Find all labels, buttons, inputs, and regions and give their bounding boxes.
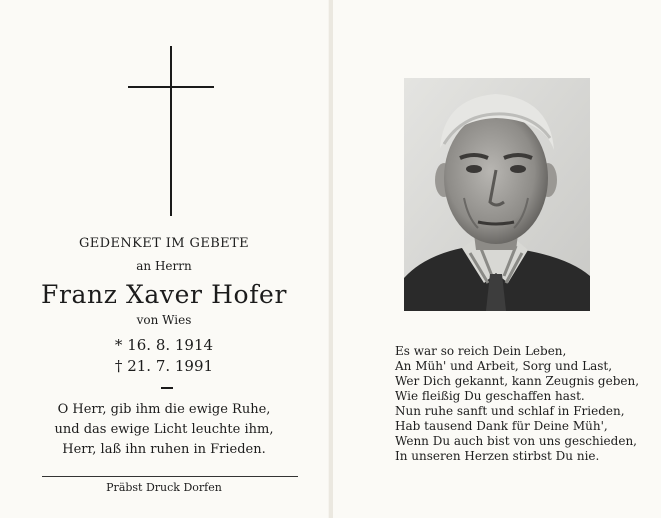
prayer-line: und das ewige Licht leuchte ihm, [54,422,274,437]
prayer-line: O Herr, gib ihm die ewige Ruhe, [57,402,271,417]
poem-line: Nun ruhe sanft und schlaf in Frieden, [395,404,625,418]
poem-line: Wer Dich gekannt, kann Zeugnis geben, [395,374,640,388]
poem-line: Wenn Du auch bist von uns geschieden, [395,434,637,448]
poem-line: Hab tausend Dank für Deine Müh', [395,419,608,433]
poem-line: Wie fleißig Du geschaffen hast. [395,389,585,403]
left-panel [0,0,328,518]
header-text: GEDENKET IM GEBETE [78,236,250,251]
birth-date: * 16. 8. 1914 [114,336,214,354]
cross-icon [128,46,214,216]
deceased-name: Franz Xaver Hofer [41,280,287,309]
separator-dash [161,387,173,389]
divider-line [42,476,298,477]
salutation-text: an Herrn [136,259,192,273]
printer-credit: Präbst Druck Dorfen [106,481,222,494]
prayer-text [0,400,328,460]
death-date: † 21. 7. 1991 [114,357,214,375]
prayer-line: Herr, laß ihn ruhen in Frieden. [62,442,266,457]
poem-line: In unseren Herzen stirbst Du nie. [395,449,600,463]
memorial-poem [395,344,657,464]
origin-text: von Wies [136,313,192,327]
poem-line: Es war so reich Dein Leben, [395,344,567,358]
poem-line: An Müh' und Arbeit, Sorg und Last, [395,359,613,373]
portrait-photo [404,78,590,311]
